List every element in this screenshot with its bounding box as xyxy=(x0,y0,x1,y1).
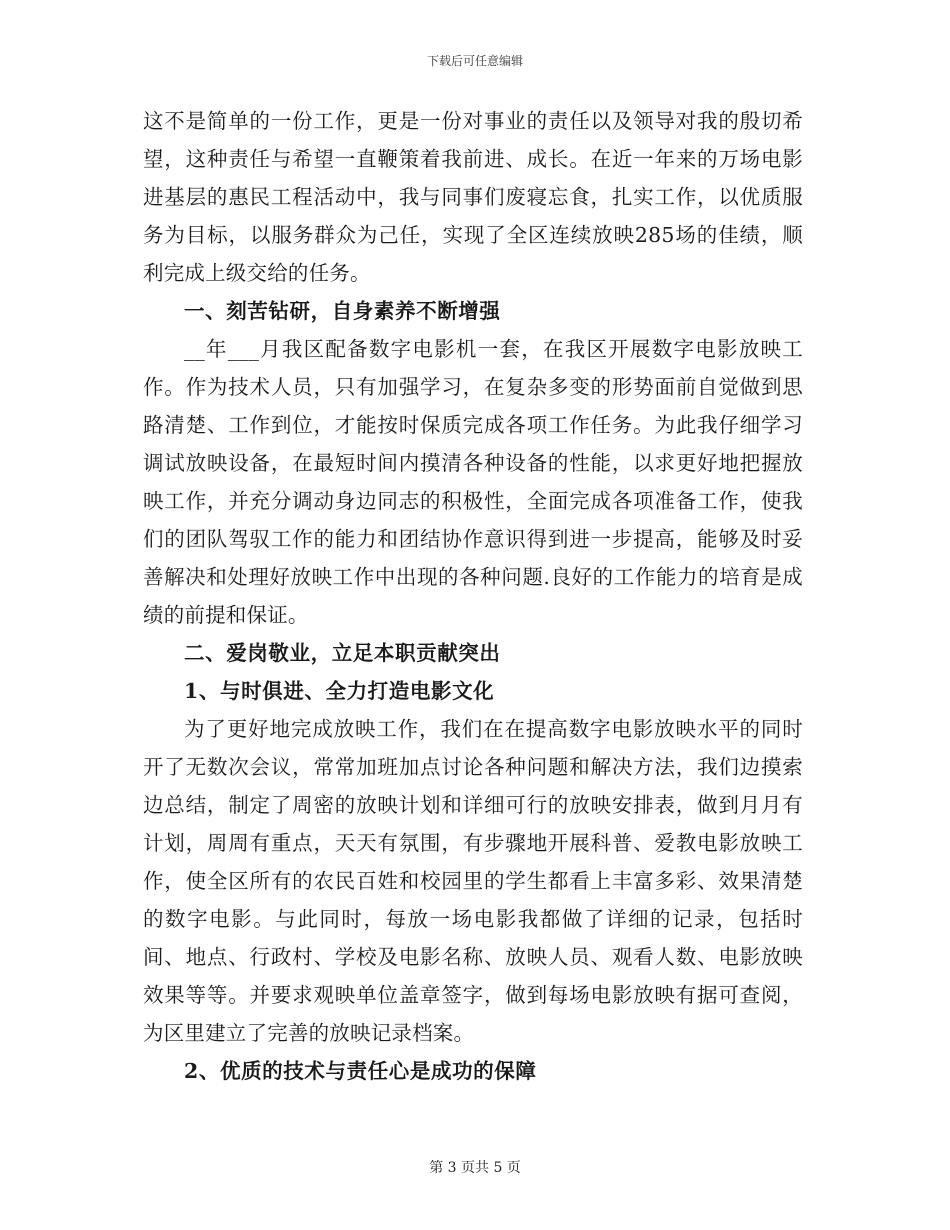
page-header: 下载后可任意编辑 xyxy=(426,54,523,68)
section-heading-1: 一、刻苦钻研，自身素养不断增强 xyxy=(184,299,501,323)
page-number-footer: 第 3 页共 5 页 xyxy=(429,1160,521,1176)
document-body xyxy=(143,102,803,1090)
paragraph-subsection-2-1: 为了更好地完成放映工作，我们在在提高数字电影放映水平的同时开了无数次会议，常常加班加点讨论各种问题和解决方法，我们边摸索边总结，制定了周密的放映计划和详细可行的放映安排表，做到月月有计划，周周有重点，天天有氛围，有步骤地开展科普、爱教电影放映工作，使全区所有的农民百姓和校园里的学生都看上丰富多彩、效果清楚的数字电影。与此同时，每放一场电影我都做了详细的记录，包括时间、地点、行政村、学校及电影名称、放映人员、观看人数、电影放映效果等等。并要求观映单位盖章签字，做到每场电影放映有据可查阅，为区里建立了完善的放映记录档案。 xyxy=(143,717,803,1045)
section-heading-2: 二、爱岗敬业，立足本职贡献突出 xyxy=(184,641,501,665)
subsection-heading-2-1: 1、与时俱进、全力打造电影文化 xyxy=(184,679,495,703)
subsection-heading-2-2: 2、优质的技术与责任心是成功的保障 xyxy=(184,1059,537,1083)
paragraph-intro: 这不是简单的一份工作，更是一份对事业的责任以及领导对我的殷切希望，这种责任与希望一直鞭策着我前进、成长。在近一年来的万场电影进基层的惠民工程活动中，我与同事们废寝忘食，扎实工作，以优质服务为目标，以服务群众为己任，实现了全区连续放映285场的佳绩，顺利完成上级交给的任务。 xyxy=(143,109,803,285)
paragraph-section-1: __年___月我区配备数字电影机一套，在我区开展数字电影放映工作。作为技术人员，只有加强学习，在复杂多变的形势面前自觉做到思路清楚、工作到位，才能按时保质完成各项工作任务。为此我仔细学习调试放映设备，在最短时间内摸清各种设备的性能，以求更好地把握放映工作，并充分调动身边同志的积极性，全面完成各项准备工作，使我们的团队驾驭工作的能力和团结协作意识得到进一步提高，能够及时妥善解决和处理好放映工作中出现的各种问题.良好的工作能力的培育是成绩的前提和保证。 xyxy=(143,337,803,627)
